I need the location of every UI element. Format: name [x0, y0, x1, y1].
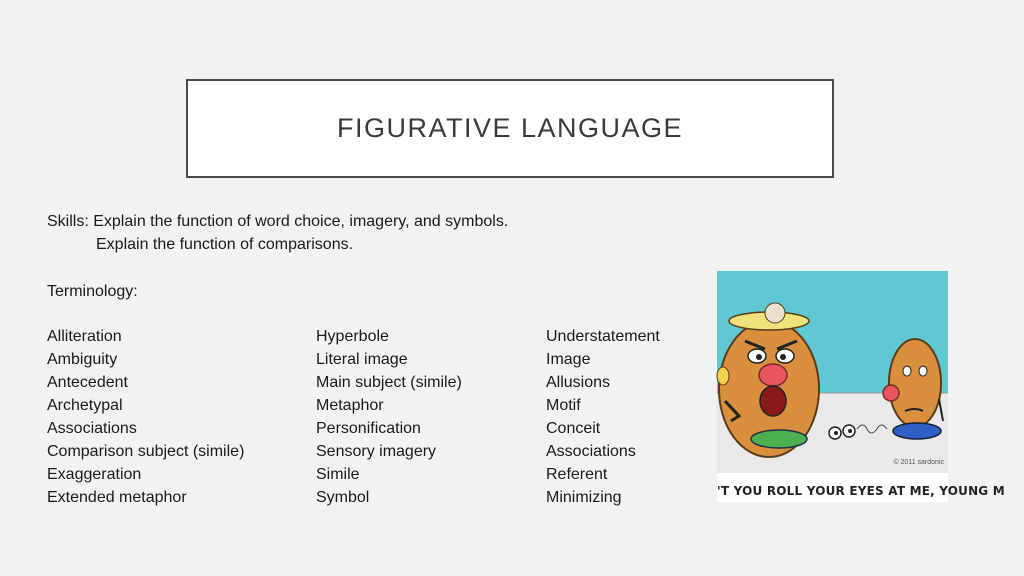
- term-item: Simile: [316, 466, 360, 483]
- skills-line-1: Explain the function of word choice, imagery, and symbols.: [93, 213, 509, 230]
- title-box: [186, 79, 834, 178]
- term-item: Referent: [546, 466, 608, 483]
- term-item: Personification: [316, 420, 421, 437]
- comic-copyright: © 2011 sardonic: [893, 459, 944, 466]
- term-item: Alliteration: [47, 328, 122, 345]
- term-item: Hyperbole: [316, 328, 389, 345]
- term-item: Extended metaphor: [47, 489, 187, 506]
- skills-line-2: Explain the function of comparisons.: [96, 236, 354, 253]
- term-column-3: [546, 325, 660, 509]
- term-item: Ambiguity: [47, 351, 118, 368]
- term-item: Minimizing: [546, 489, 622, 506]
- term-item: Antecedent: [47, 374, 128, 391]
- term-item: Motif: [546, 397, 581, 414]
- comic-caption: 'T YOU ROLL YOUR EYES AT ME, YOUNG M: [717, 484, 1005, 498]
- terminology-label: Terminology:: [47, 283, 138, 300]
- term-item: Main subject (simile): [316, 374, 462, 391]
- term-item: Comparison subject (simile): [47, 443, 245, 460]
- term-item: Exaggeration: [47, 466, 142, 483]
- term-item: Understatement: [546, 328, 660, 345]
- term-item: Allusions: [546, 374, 611, 391]
- term-item: Associations: [47, 420, 137, 437]
- skills-block: [47, 210, 508, 256]
- comic-illustration: [717, 271, 1005, 502]
- term-item: Associations: [546, 443, 636, 460]
- term-item: Image: [546, 351, 591, 368]
- skills-label: Skills:: [47, 213, 89, 230]
- term-item: Metaphor: [316, 397, 384, 414]
- term-item: Symbol: [316, 489, 370, 506]
- term-item: Literal image: [316, 351, 408, 368]
- comic-image: [717, 271, 1005, 502]
- term-item: Sensory imagery: [316, 443, 437, 460]
- term-item: Conceit: [546, 420, 601, 437]
- term-column-2: [316, 325, 462, 509]
- term-item: Archetypal: [47, 397, 123, 414]
- term-column-1: [47, 325, 244, 509]
- slide-title: FIGURATIVE LANGUAGE: [336, 113, 684, 143]
